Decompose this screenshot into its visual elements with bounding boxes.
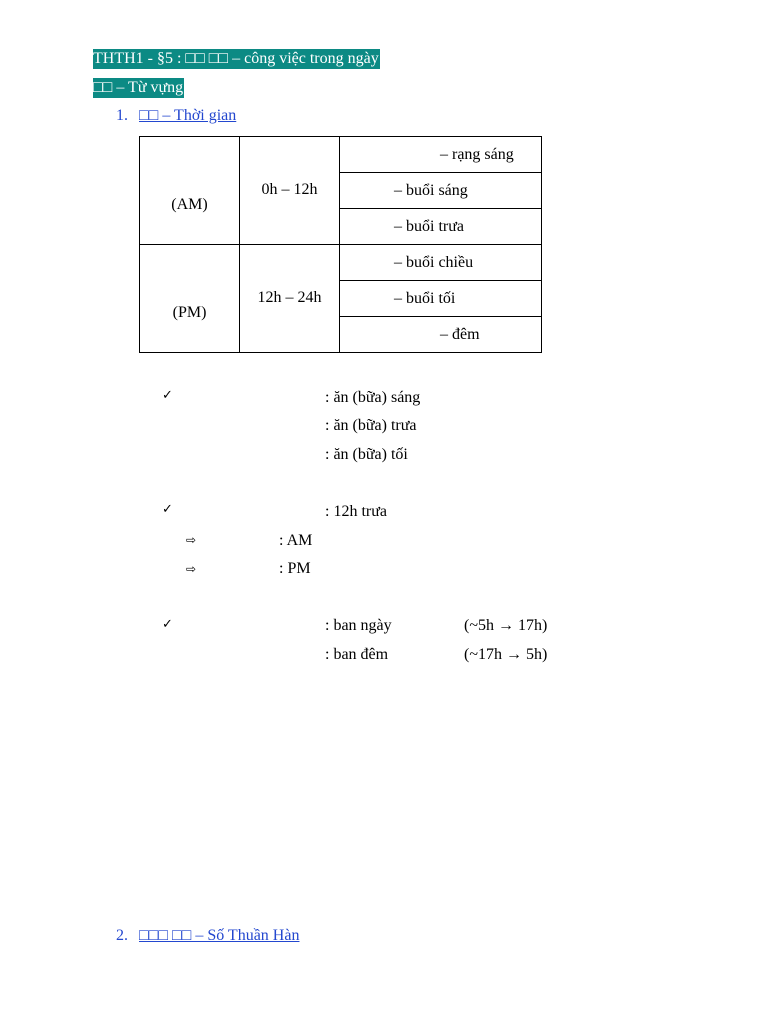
- check-icon: ✓: [162, 617, 173, 632]
- hollow-arrow-icon: ⇨: [186, 562, 197, 576]
- range-cell-pm: 12h – 24h: [240, 245, 340, 353]
- table-row: [140, 245, 542, 281]
- daytime-range: (~5h → 17h): [464, 617, 548, 634]
- table-row: [140, 137, 542, 173]
- pm-text: : PM: [279, 560, 311, 577]
- section-2-heading[interactable]: [116, 926, 299, 946]
- document-title-line: [93, 49, 380, 69]
- check-icon: ✓: [162, 502, 173, 517]
- time-table: [139, 136, 542, 353]
- document-title: THTH1 - §5 : □□ □□ – công việc trong ngày: [93, 50, 379, 67]
- section-1-number: 1.: [116, 107, 128, 124]
- section-1-heading[interactable]: [116, 106, 236, 126]
- hollow-arrow-icon: ⇨: [186, 533, 197, 547]
- section-2-number: 2.: [116, 927, 128, 944]
- document-subtitle-line: [93, 78, 184, 98]
- meal-lunch-text: : ăn (bữa) trưa: [325, 417, 417, 434]
- part-cell: – buổi tối: [340, 281, 542, 317]
- part-cell: – buổi chiều: [340, 245, 542, 281]
- period-cell-pm: (PM): [140, 245, 240, 353]
- range-cell-am: 0h – 12h: [240, 137, 340, 245]
- part-cell: – buổi sáng: [340, 173, 542, 209]
- noon-text: : 12h trưa: [325, 503, 387, 520]
- check-icon: ✓: [162, 388, 173, 403]
- part-cell: – đêm: [340, 317, 542, 353]
- meal-dinner-text: : ăn (bữa) tối: [325, 446, 408, 463]
- am-text: : AM: [279, 532, 313, 549]
- part-cell: – buổi trưa: [340, 209, 542, 245]
- section-2-title-link[interactable]: □□□ □□ – Số Thuần Hàn: [139, 927, 300, 944]
- document-subtitle: □□ – Từ vựng: [93, 79, 184, 96]
- daytime-text: : ban ngày: [325, 617, 392, 634]
- meal-breakfast-text: : ăn (bữa) sáng: [325, 389, 421, 406]
- nighttime-text: : ban đêm: [325, 646, 389, 663]
- section-1-title-link[interactable]: □□ – Thời gian: [139, 107, 237, 124]
- period-cell-am: (AM): [140, 137, 240, 245]
- part-cell: – rạng sáng: [340, 137, 542, 173]
- nighttime-range: (~17h → 5h): [464, 646, 548, 663]
